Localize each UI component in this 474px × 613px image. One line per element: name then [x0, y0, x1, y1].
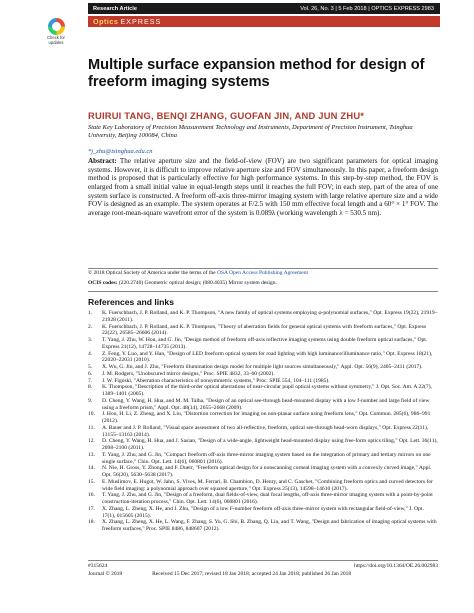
references-list — [88, 310, 438, 533]
doi-link[interactable]: https://doi.org/10.1364/OE.26.002983 — [354, 563, 438, 569]
reference-number: 5. — [88, 364, 93, 370]
reference-item — [88, 492, 438, 506]
license-link[interactable]: OSA Open Access Publishing Agreement — [216, 270, 309, 276]
reference-text: D. Cheng, Y. Wang, H. Hua, and J. Sasian, "Design of a wide-angle, lightweight head-mounted display using free-form optics tiling," Opt. Lett. 36(11), 2098–2100 (2011). — [102, 438, 438, 451]
reference-text: E. Muslimov, E. Hugot, W. Jahn, S. Vives, M. Ferrari, B. Chambion, D. Henry, and C. Gaschet, "Combining freeform optics and curved detectors for wide field imaging: a polynomial approach over squared aperture," Opt. Express 25(13), 14598–14610 (2017). — [102, 478, 433, 492]
divider — [88, 291, 438, 292]
abstract — [88, 157, 438, 218]
reference-item — [88, 479, 438, 493]
reference-number: 2. — [88, 323, 93, 330]
check-updates-icon — [48, 18, 65, 35]
reference-item — [88, 384, 438, 398]
reference-number: 10. — [88, 411, 95, 418]
reference-item — [88, 452, 438, 466]
journal-copyright: Journal © 2018 — [88, 571, 123, 577]
journal-logo-sub: EXPRESS — [120, 17, 162, 26]
reference-item — [88, 351, 438, 365]
reference-number: 7. — [88, 377, 93, 384]
reference-item — [88, 337, 438, 351]
reference-number: 11. — [88, 424, 95, 431]
reference-item — [88, 519, 438, 533]
reference-text: X. Wu, G. Jin, and J. Zhu, "Freeform illumination design model for multiple light sources simultaneously," Appl. Opt. 56(9), 2405–2411 (2017). — [102, 364, 423, 370]
check-for-updates-badge[interactable] — [40, 18, 72, 52]
copyright-text: © 2018 Optical Society of America under the terms of the — [88, 270, 217, 276]
reference-text: A. Bauer and J. P. Rolland, "Visual space assessment of two all-reflective, freeform, optical see-through head-worn displays," Opt. Express 22(11), 13155–13163 (2014). — [102, 424, 429, 438]
reference-number: 14. — [88, 465, 95, 472]
ocis-codes — [88, 280, 438, 286]
reference-text: D. Cheng, Y. Wang, H. Hua, and M. M. Talha, "Design of an optical see-through head-mounted display with a low f-number and large field of view using a freeform prism," Appl. Opt. 48(14), 2655–2668 (2009). — [102, 397, 430, 411]
reference-number: 16. — [88, 492, 95, 499]
reference-text: Z. Feng, Y. Luo, and Y. Han, "Design of LED freeform optical system for road lighting with high luminance/illuminance ratio," Opt. Express 18(21), 22020–22031 (2010). — [102, 350, 433, 364]
publication-dates: Received 15 Dec 2017; revised 18 Jan 2018; accepted 24 Jan 2018; published 26 Jan 2018 — [152, 571, 352, 577]
paper-title: Multiple surface expansion method for design of freeform imaging systems — [88, 57, 425, 90]
reference-text: K. Fuerschbach, J. P. Rolland, and K. P. Thompson, "Theory of aberration fields for general optical systems with freeform surfaces," Opt. Express 22(22), 26585–26606 (2014). — [102, 323, 427, 337]
reference-text: K. Fuerschbach, J. P. Rolland, and K. P. Thompson, "A new family of optical systems employing φ-polynomial surfaces," Opt. Express 19(22), 21919–21928 (2011). — [102, 310, 438, 323]
author-list: RUIRUI TANG, BENQI ZHANG, GUOFAN JIN, AND JUN ZHU* — [88, 110, 365, 121]
corresponding-email[interactable]: *j_zhu@tsinghua.edu.cn — [88, 148, 153, 155]
reference-text: X. Zhang, L. Zheng, X. He, L. Wang, F. Zhang, S. Yu, G. Shi, B. Zhang, Q. Liu, and T. Wang, "Design and fabrication of imaging optical systems with freeform surfaces," Proc. SPIE 8486, 848607 (2012). — [102, 519, 437, 532]
journal-logo-main: Optics — [93, 17, 119, 26]
reference-text: X. Zhang, L. Zheng, X. He, and J. Zhu, "Design of a low F-number freeform off-axis three-mirror system with rectangular field-of-view," J. Opt. 17(1), 015605 (2015). — [102, 505, 424, 519]
document-id: #315624 — [88, 563, 108, 569]
reference-item — [88, 411, 438, 425]
reference-item — [88, 425, 438, 439]
reference-item — [88, 310, 438, 324]
reference-number: 15. — [88, 478, 95, 485]
reference-text: J. Hou, H. Li, Z. Zheng, and X. Liu, "Distortion correction for imaging on non-planar surface using freeform lens," Opt. Commun. 285(6), 986–991 (2012). — [102, 411, 431, 424]
reference-text: T. Yang, J. Zhu, W. Hou, and G. Jin, "Design method of freeform off-axis reflective imaging systems using double freeform optical surfaces," Opt. Express 21(12), 14728–14735 (2013). — [102, 337, 428, 350]
article-type: Research Article — [93, 5, 137, 12]
reference-number: 8. — [88, 384, 93, 391]
affiliation: State Key Laboratory of Precision Measurement Technology and Instruments, Department of Precision Instrument, Tsinghua University, Beijing 100084, China — [88, 124, 413, 140]
journal-header-bar — [88, 3, 440, 14]
reference-number: 6. — [88, 370, 93, 377]
reference-number: 12. — [88, 438, 95, 445]
reference-number: 17. — [88, 505, 95, 512]
reference-item — [88, 324, 438, 338]
reference-item — [88, 465, 438, 479]
reference-number: 9. — [88, 397, 93, 404]
reference-text: N. Nie, H. Gross, Y. Zhong, and F. Duerr, "Freeform optical design for a nonscanning corneal imaging system with a convexly curved image," Appl. Opt. 56(20), 5630–5638 (2017). — [102, 465, 432, 478]
divider — [88, 560, 438, 561]
journal-logo — [93, 16, 161, 27]
abstract-text: The relative aperture size and the field-of-view (FOV) are two significant parameters for optical imaging systems. However, it is difficult to improve relative aperture size and FOV simultaneously. In this paper, a freeform design method is proposed that is particularly effective for high performance systems. In this step-by-step method, the FOV is enlarged from a small initial value in equal-length steps until it reaches the full FOV; in each step, part of the area of one system surface is constructed. A freeform off-axis three-mirror imaging system with large relative aperture size and a wide FOV is designed as an example. The system operates at F/2.5 with 150 mm effective focal length and a 60° × 1° FOV. The average root-mean-square wavefront error of the system is 0.089λ (working wavelength λ = 530.5 nm). — [88, 157, 438, 217]
reference-number: 18. — [88, 519, 95, 526]
check-updates-label: Check for updates — [47, 35, 65, 45]
reference-text: T. Yang, J. Zhu, and G. Jin, "Compact freeform off-axis three-mirror imaging system based on the integration of primary and tertiary mirrors on one single surface," Chin. Opt. Lett. 14(6), 060801 (2016). — [102, 451, 431, 465]
reference-item — [88, 438, 438, 452]
reference-text: J. M. Rodgers, "Unobscured mirror designs," Proc. SPIE 4832, 33–60 (2002). — [102, 370, 275, 377]
reference-item — [88, 398, 438, 412]
reference-text: T. Yang, J. Zhu, and G. Jin, "Design of a freeform, dual fields-of-view, dual focal lengths, off-axis three-mirror imaging system with a point-by-point construction-iteration process," Chin. Opt. Lett. 14(6), 060801 (2016). — [102, 492, 433, 505]
reference-text: J. W. Figoski, "Aberration characteristics of nonsymmetric systems," Proc. SPIE 554, 104–111 (1985). — [102, 377, 330, 384]
ocis-label: OCIS codes: — [88, 280, 118, 286]
footer-line-1 — [88, 563, 438, 569]
abstract-label: Abstract: — [88, 157, 117, 165]
reference-number: 13. — [88, 451, 95, 458]
footer-line-2 — [88, 571, 438, 577]
reference-item — [88, 371, 438, 378]
copyright-notice — [88, 270, 438, 277]
reference-item — [88, 364, 438, 371]
reference-number: 4. — [88, 350, 93, 357]
reference-number: 3. — [88, 337, 93, 343]
volume-info: Vol. 26, No. 3 | 5 Feb 2018 | OPTICS EXPRESS 2983 — [300, 5, 434, 12]
divider — [88, 268, 438, 269]
ocis-text: (220.2740) Geometric optical design; (080.4035) Mirror system design. — [117, 280, 277, 286]
reference-item — [88, 506, 438, 520]
references-heading: References and links — [88, 297, 174, 307]
reference-number: 1. — [88, 310, 93, 316]
reference-text: K. Thompson, "Description of the third-order optical aberrations of near-circular pupil optical systems without symmetry," J. Opt. Soc. Am. A 22(7), 1389–1401 (2005). — [102, 384, 432, 397]
